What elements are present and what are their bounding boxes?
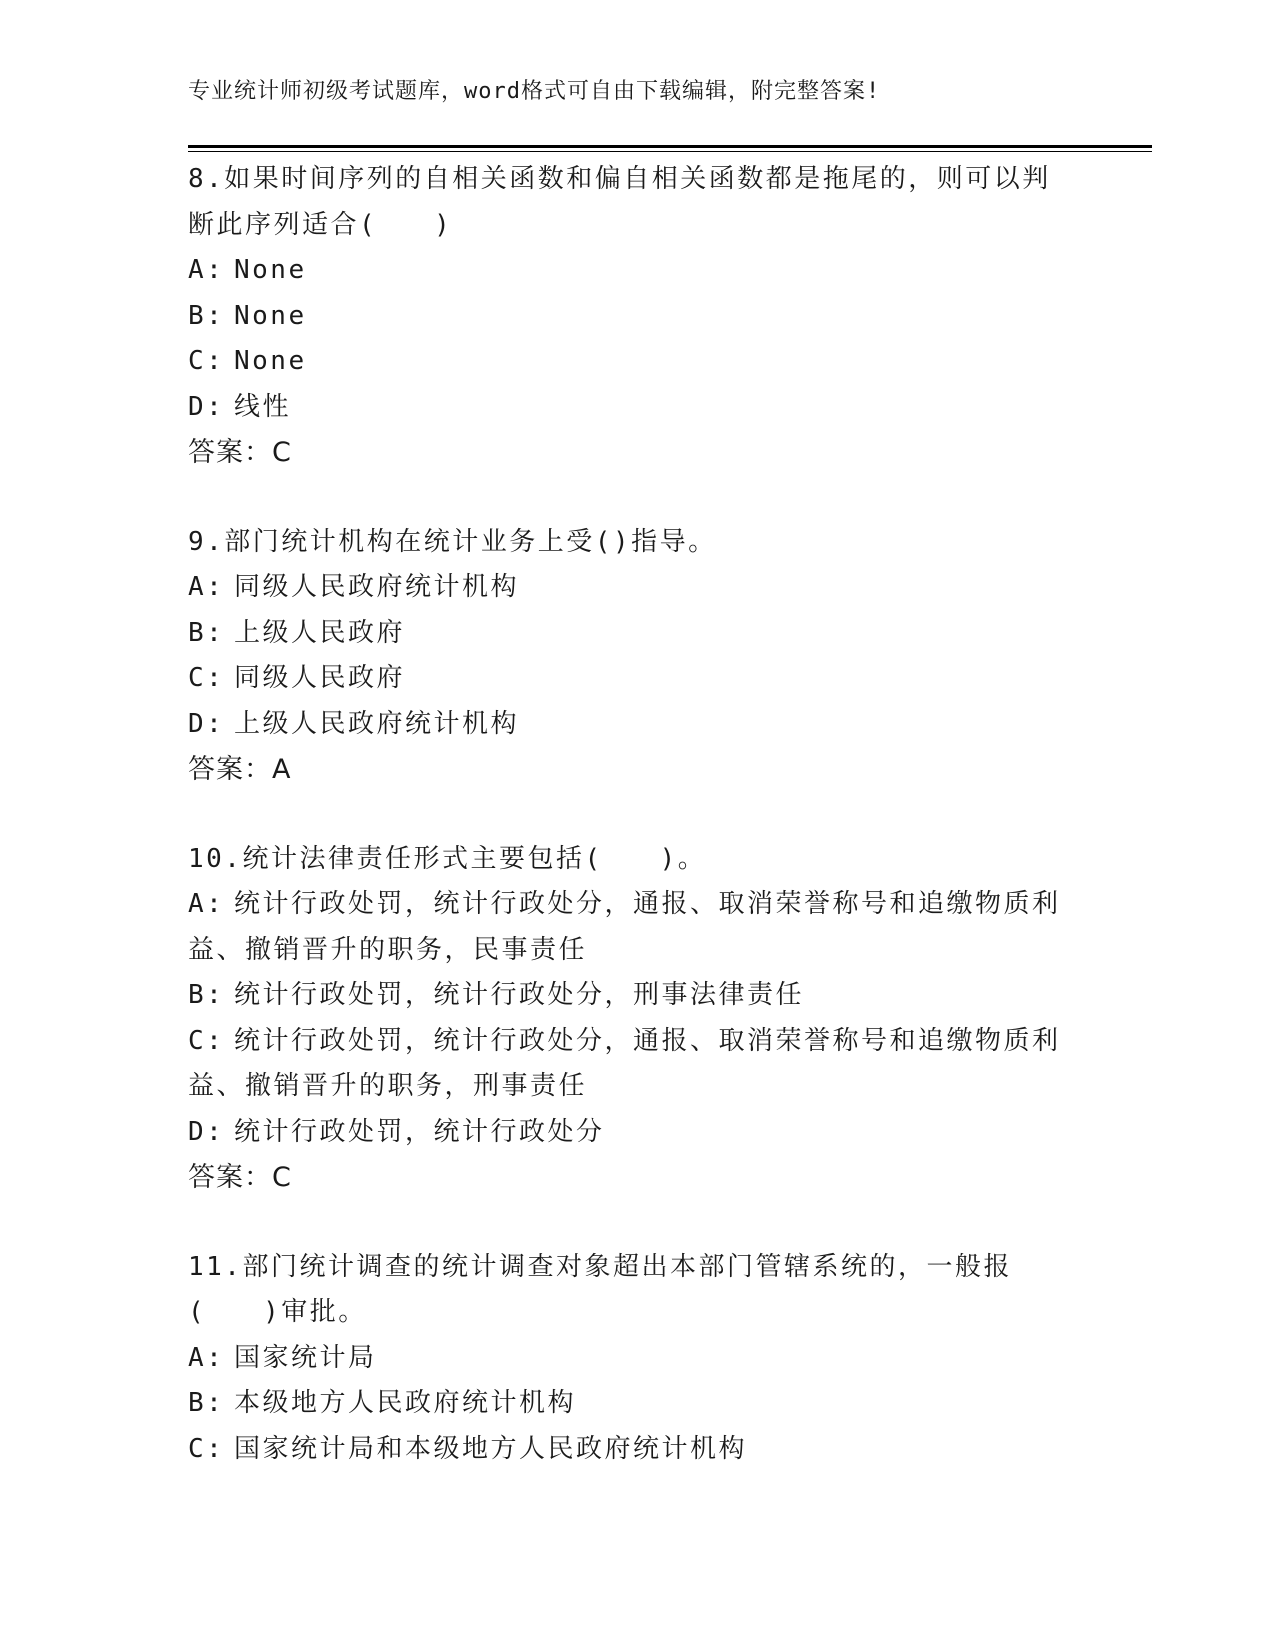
question-stem-cont: ( )审批。 xyxy=(188,1297,367,1327)
option-text: 统计行政处罚，统计行政处分，刑事法律责任 xyxy=(234,980,805,1010)
option-label: A: xyxy=(188,572,225,602)
spacer xyxy=(188,793,1088,837)
option-text: 线性 xyxy=(234,391,292,422)
question-11 xyxy=(188,1245,1088,1473)
option-c xyxy=(188,1019,1088,1065)
question-10 xyxy=(188,837,1088,1201)
option-label: B: xyxy=(188,1388,225,1418)
option-text: 同级人民政府 xyxy=(234,663,406,693)
option-label: A: xyxy=(188,1342,225,1373)
option-text: None xyxy=(234,346,307,376)
option-d xyxy=(188,1110,1088,1156)
option-text: 上级人民政府统计机构 xyxy=(234,708,520,739)
option-c xyxy=(188,1427,1088,1473)
option-a xyxy=(188,1336,1088,1382)
option-text: 统计行政处罚，统计行政处分，通报、取消荣誉称号和追缴物质利 xyxy=(234,889,1061,919)
option-b xyxy=(188,973,1088,1019)
option-label: D: xyxy=(188,1116,225,1147)
answer: 答案：A xyxy=(188,754,292,785)
header-rule-thick xyxy=(188,145,1152,148)
option-text: 国家统计局和本级地方人民政府统计机构 xyxy=(234,1433,748,1464)
option-text: None xyxy=(234,300,307,331)
option-c-cont: 益、撤销晋升的职务，刑事责任 xyxy=(188,1071,588,1101)
option-label: B: xyxy=(188,980,225,1010)
option-label: D: xyxy=(188,391,225,422)
option-a xyxy=(188,882,1088,928)
option-label: A: xyxy=(188,889,225,919)
option-c xyxy=(188,339,1088,385)
option-a xyxy=(188,565,1088,611)
option-label: B: xyxy=(188,300,225,331)
option-text: 国家统计局 xyxy=(234,1342,377,1373)
option-c xyxy=(188,656,1088,702)
option-a-cont: 益、撤销晋升的职务，民事责任 xyxy=(188,934,588,965)
option-label: C: xyxy=(188,346,225,376)
option-a xyxy=(188,248,1088,294)
option-label: C: xyxy=(188,1025,225,1056)
option-text: 本级地方人民政府统计机构 xyxy=(234,1388,577,1418)
option-text: 统计行政处罚，统计行政处分，通报、取消荣誉称号和追缴物质利 xyxy=(234,1025,1061,1056)
option-b xyxy=(188,1381,1088,1427)
question-stem: 11.部门统计调查的统计调查对象超出本部门管辖系统的，一般报 xyxy=(188,1251,1012,1282)
option-text: 同级人民政府统计机构 xyxy=(234,572,520,602)
option-d xyxy=(188,702,1088,748)
option-label: C: xyxy=(188,663,225,693)
question-stem: 10.统计法律责任形式主要包括( )。 xyxy=(188,843,707,874)
question-9 xyxy=(188,520,1088,793)
option-label: B: xyxy=(188,617,225,648)
option-b xyxy=(188,294,1088,340)
option-label: C: xyxy=(188,1433,225,1464)
option-text: None xyxy=(234,255,307,285)
option-d xyxy=(188,385,1088,431)
question-stem: 8.如果时间序列的自相关函数和偏自相关函数都是拖尾的，则可以判 xyxy=(188,164,1051,194)
option-label: D: xyxy=(188,708,225,739)
spacer xyxy=(188,476,1088,520)
spacer xyxy=(188,1201,1088,1245)
question-8 xyxy=(188,157,1088,476)
answer: 答案：C xyxy=(188,1162,292,1193)
option-text: 上级人民政府 xyxy=(234,617,406,648)
question-stem: 9.部门统计机构在统计业务上受()指导。 xyxy=(188,526,717,557)
question-list xyxy=(188,157,1088,1472)
answer: 答案：C xyxy=(188,437,292,468)
page-header: 专业统计师初级考试题库，word格式可自由下载编辑，附完整答案! xyxy=(188,79,881,104)
option-text: 统计行政处罚，统计行政处分 xyxy=(234,1116,605,1147)
header-rule-thin xyxy=(188,151,1152,152)
option-b xyxy=(188,611,1088,657)
option-label: A: xyxy=(188,255,225,285)
question-stem-cont: 断此序列适合( ) xyxy=(188,209,453,240)
